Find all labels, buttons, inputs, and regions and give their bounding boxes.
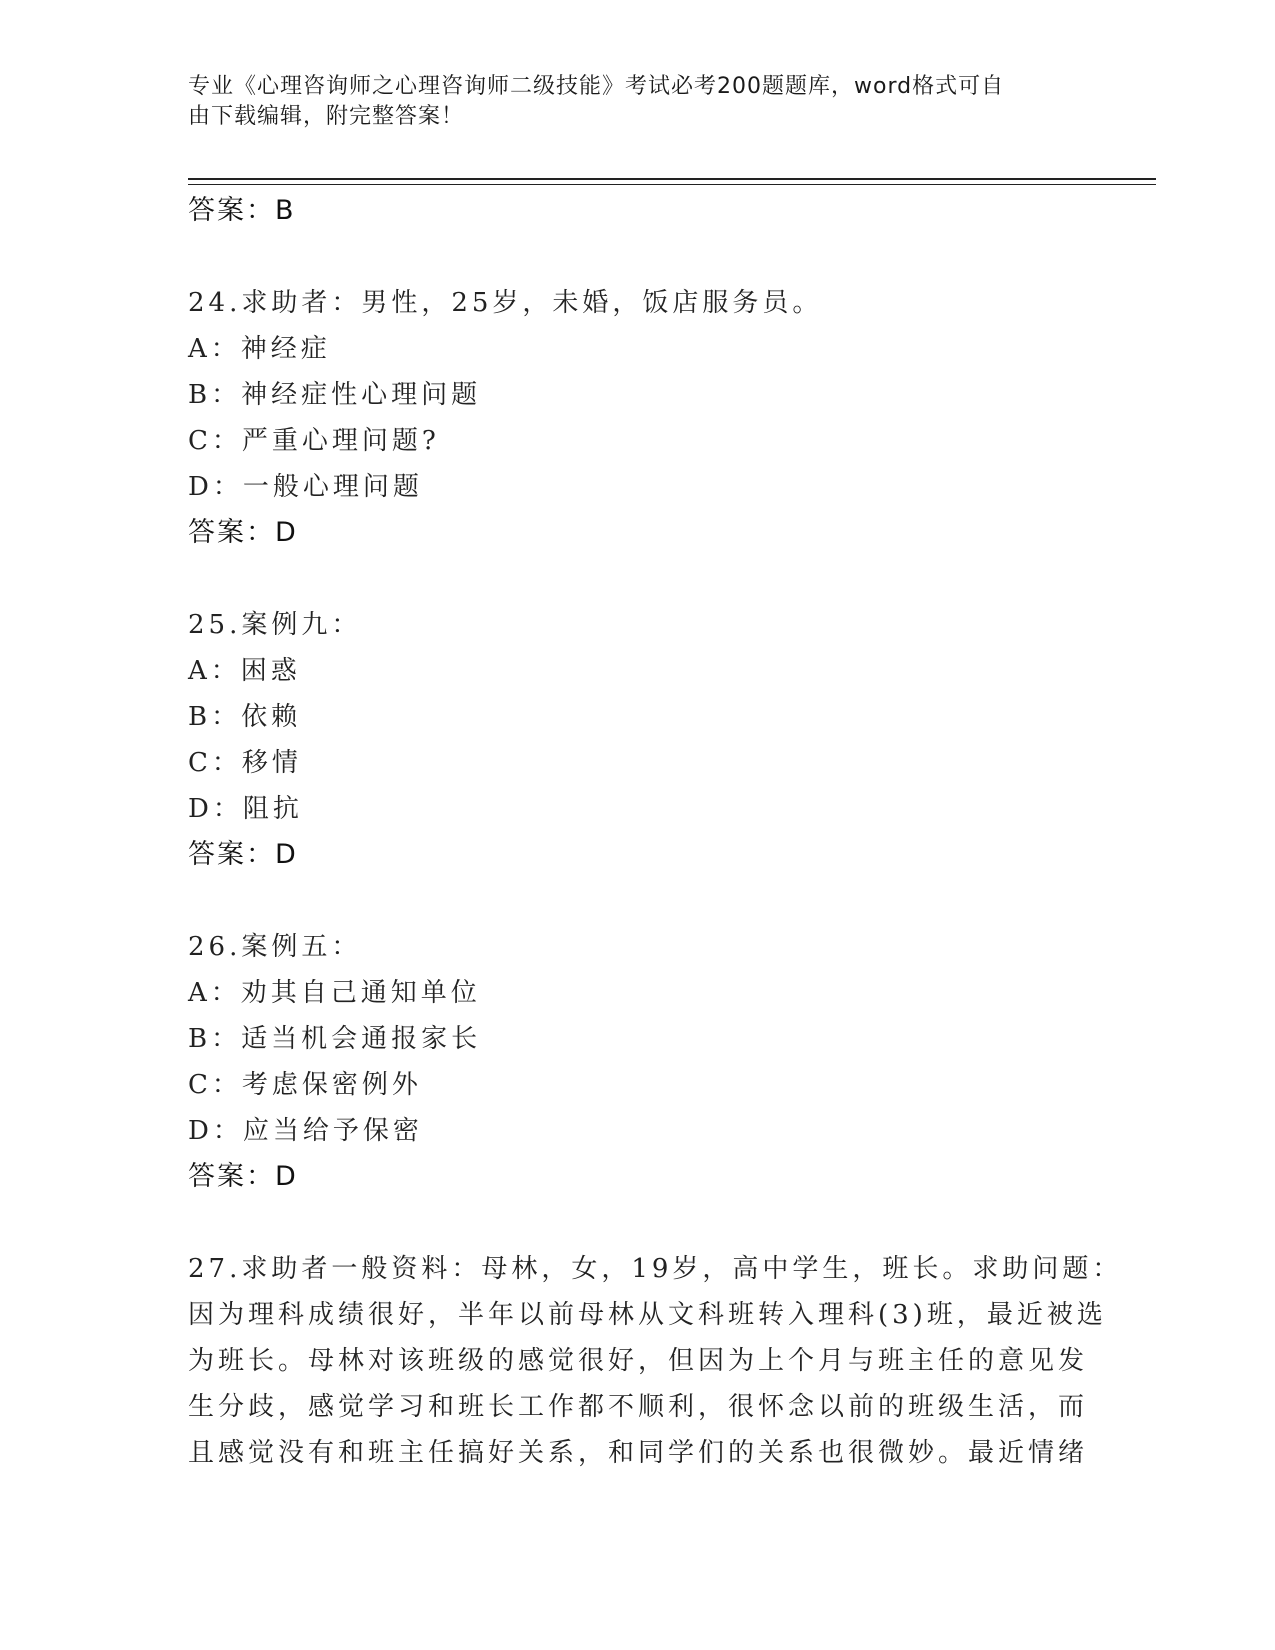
option-d: D：一般心理问题 — [188, 472, 423, 502]
question-27 — [188, 1246, 1123, 1476]
question-24 — [188, 280, 1088, 556]
option-d: D：应当给予保密 — [188, 1116, 423, 1146]
answer: 答案：D — [188, 1161, 298, 1192]
spacer — [188, 1200, 1088, 1246]
option-a: A：神经症 — [188, 334, 331, 364]
option-b: B：神经症性心理问题 — [188, 380, 482, 410]
question-stem: 24.求助者：男性，25岁，未婚，饭店服务员。 — [188, 288, 823, 318]
option-c: C：移情 — [188, 748, 302, 778]
option-c: C：考虑保密例外 — [188, 1070, 422, 1100]
option-c: C：严重心理问题? — [188, 426, 440, 456]
question-26 — [188, 924, 1088, 1200]
question-27-line: 27.求助者一般资料：母林，女，19岁，高中学生，班长。求助问题： — [188, 1254, 1123, 1284]
answer: 答案：D — [188, 517, 298, 548]
spacer — [188, 556, 1088, 602]
answer: 答案：D — [188, 839, 298, 870]
question-stem: 25.案例九： — [188, 610, 362, 640]
option-b: B：依赖 — [188, 702, 302, 732]
header-rule-thick — [188, 178, 1156, 180]
page-header — [188, 72, 1068, 132]
question-27-line: 因为理科成绩很好，半年以前母林从文科班转入理科(3)班，最近被选 — [188, 1300, 1107, 1330]
option-b: B：适当机会通报家长 — [188, 1024, 482, 1054]
question-content — [188, 188, 1123, 1476]
option-a: A：困惑 — [188, 656, 301, 686]
spacer — [188, 234, 1088, 280]
question-27-line: 且感觉没有和班主任搞好关系，和同学们的关系也很微妙。最近情绪 — [188, 1438, 1089, 1468]
question-27-line: 生分歧，感觉学习和班长工作都不顺利，很怀念以前的班级生活，而 — [188, 1392, 1089, 1422]
question-25 — [188, 602, 1088, 878]
question-stem: 26.案例五： — [188, 932, 362, 962]
answer-prev: 答案：B — [188, 195, 296, 226]
option-a: A：劝其自己通知单位 — [188, 978, 481, 1008]
header-rule-thin — [188, 184, 1156, 185]
header-line-2: 由下载编辑，附完整答案！ — [188, 104, 465, 129]
option-d: D：阻抗 — [188, 794, 303, 824]
header-line-1: 专业《心理咨询师之心理咨询师二级技能》考试必考200题题库，word格式可自 — [188, 74, 1005, 99]
question-27-line: 为班长。母林对该班级的感觉很好，但因为上个月与班主任的意见发 — [188, 1346, 1089, 1376]
spacer — [188, 878, 1088, 924]
